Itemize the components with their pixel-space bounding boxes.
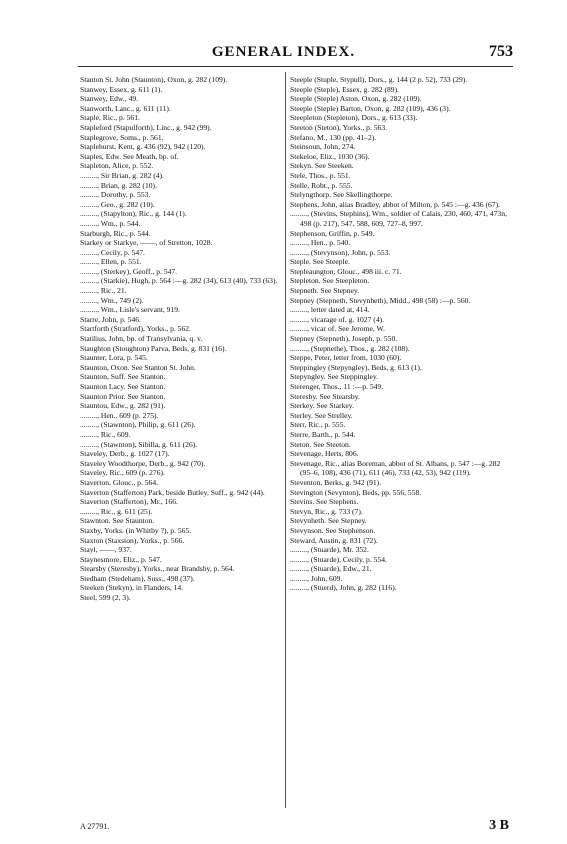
- index-entry: Starburgh, Ric., p. 544.: [80, 228, 151, 238]
- index-entry: Stephenson, Griffin, p. 549.: [290, 228, 375, 238]
- index-entry: ........., vicar of. See Jerome, W.: [290, 324, 385, 334]
- index-entry: Stevynheth. See Stepney.: [290, 516, 367, 526]
- index-entry: Stepyngley. See Steppingley.: [290, 372, 379, 382]
- index-entry: Staverton (Stafferton) Park, beside Butley, Suff., g. 942 (44).: [80, 487, 265, 497]
- index-entry: ........., Geo., g. 282 (10).: [80, 199, 155, 209]
- index-entry: Stearsby (Steresby), Yorks., near Brandsby, p. 564.: [80, 564, 235, 574]
- index-entry: Staxton (Staxston), Yorks., p. 566.: [80, 535, 185, 545]
- page-number: 753: [489, 43, 513, 60]
- index-entry: Stawnton. See Staunton.: [80, 516, 155, 526]
- index-entry: Staunton Prior. See Stanton.: [80, 391, 166, 401]
- index-entry: Steeton (Steton), Yorks., p. 563.: [290, 122, 388, 132]
- index-entry: ........., Dorothy, p. 553.: [80, 190, 151, 200]
- index-entry: Stauntou, Edw., g. 282 (91).: [80, 401, 166, 411]
- index-entry: Steeple (Steple) Barton, Oxon, g. 282 (109), 436 (3).: [290, 103, 451, 113]
- index-entry: Stele, Thos., p. 551.: [290, 170, 351, 180]
- index-entry: Staplegrove, Soms., p. 561.: [80, 132, 164, 142]
- index-entry: ........., vicarage of, g. 1027 (4).: [290, 314, 385, 324]
- index-entry: Steple. See Steeple.: [290, 257, 350, 267]
- index-entry: Staunton Lacy. See Stanton.: [80, 382, 166, 391]
- index-entry: Steppingley (Stepyngley), Beds, g. 613 (1).: [290, 362, 422, 372]
- index-entry: ........., (Stevynson), John, p. 553.: [290, 247, 391, 257]
- index-entry: Stevyn, Ric., g. 733 (7).: [290, 506, 363, 516]
- index-entry: ........., letter dated at, 414.: [290, 305, 370, 315]
- column-divider: [285, 72, 286, 808]
- index-entry: ........., Wm., Lisle's servant, 919.: [80, 305, 180, 315]
- index-entry: Sterr, Ric., p. 555.: [290, 420, 346, 430]
- printer-signature: A 27791.: [80, 822, 110, 831]
- index-entry: Staunton, Suff. See Stanton.: [80, 372, 166, 382]
- index-entry: Stekeloe, Eliz., 1030 (36).: [290, 151, 370, 161]
- index-entry: ........., Hen., 609 (p. 275).: [80, 410, 159, 420]
- index-entry: Stelyngthorp. See Skellingthorpe.: [290, 190, 393, 200]
- index-entry: Stevenage, Ric., alias Boreman, abbot of St. Albans, p. 547 :—g. 282 (95–6, 108), 436 (71), 611 (46), 733 (42, 53), 942 (119).: [290, 458, 501, 478]
- index-entry: Stevynson. See Stephenson.: [290, 525, 376, 535]
- index-entry: Stevington (Sevynton), Beds, pp. 556, 558.: [290, 487, 422, 497]
- index-entry: ........., (Stapylton), Ric., g. 144 (1).: [80, 209, 187, 219]
- index-entry: Staveley, Ric., 609 (p. 276).: [80, 468, 165, 478]
- index-entry: ........., Wm., p. 544.: [80, 218, 141, 228]
- index-entry: Stapleford (Stapulforth), Linc., g. 942 (99).: [80, 122, 212, 132]
- index-entry: Stepney (Stepneth), Joseph, p. 550.: [290, 334, 398, 344]
- index-entry: Stekyn. See Steeken.: [290, 161, 354, 171]
- index-entry: ........., John, 609.: [290, 573, 343, 583]
- index-entry: Staxby, Yorks. (in Whitby ?), p. 565.: [80, 525, 192, 535]
- index-entry: ........., Sir Brian, g. 282 (4).: [80, 170, 164, 180]
- index-entry: Steton. See Steeton.: [290, 439, 351, 449]
- index-entry: Staverton, Glouc., p. 564.: [80, 477, 159, 487]
- right-index-column: [290, 75, 512, 593]
- index-entry: Steeple (Steple), Essex, g. 282 (89).: [290, 84, 400, 94]
- page-title: GENERAL INDEX.: [211, 44, 356, 60]
- index-entry: ........., (Stevins, Stephins), Wm., soldier of Calais, 230, 460, 471, 473n, 498 (p. 217), 547, 588, 609, 727–8, 997.: [290, 209, 507, 228]
- index-entry: Stephens, John, alias Bradley, abbot of Milton, p. 545 :—g. 436 (67).: [290, 199, 500, 209]
- index-entry: Steresby. See Stearsby.: [290, 391, 360, 401]
- index-entry: ........., (Stepnethe), Thos., g. 282 (108).: [290, 343, 410, 353]
- index-entry: Staples, Edw. See Meath, bp. of.: [80, 151, 179, 161]
- index-entry: Sterre, Barth., p. 544.: [290, 429, 356, 439]
- index-entry: ........., (Stawnton), Philip, g. 611 (26).: [80, 420, 196, 430]
- signature-mark: 3 B: [489, 818, 509, 833]
- index-entry: ........., (Stuarde), Mr. 352.: [290, 545, 369, 555]
- index-entry: Statilius, John, bp. of Transylvania, q. v.: [80, 334, 203, 344]
- index-entry: Stanwey, Essex, g. 611 (1).: [80, 84, 163, 94]
- index-entry: Steward, Austin, g. 831 (72).: [290, 535, 378, 545]
- index-entry: Stepney (Stepneth, Stevynheth), Midd., 498 (58) :—p. 560.: [290, 295, 471, 305]
- index-entry: Sterkey. See Starkey.: [290, 401, 354, 411]
- index-entry: ........., (Stuarde), Edw., 21.: [290, 564, 372, 574]
- index-entry: Stanton St. John (Staunton), Oxon, g. 282 (109).: [80, 75, 228, 84]
- index-entry: Startforth (Stratford), Yorks., p. 562.: [80, 324, 191, 334]
- index-entry: Staverton (Stafferton), Mr., 166.: [80, 497, 178, 507]
- index-entry: Staplehurst, Kent, g. 436 (92), 942 (120).: [80, 142, 206, 152]
- index-entry: Staughton (Stoughton) Parva, Beds, g. 831 (16).: [80, 343, 227, 353]
- index-entry: ........., Cecily, p. 547.: [80, 247, 145, 257]
- index-entry: ........., Wm., 749 (2).: [80, 295, 144, 305]
- index-entry: Stedham (Stedeham), Suss., 498 (37).: [80, 573, 195, 583]
- index-entry: Staunton, Oxon. See Stanton St. John.: [80, 362, 196, 372]
- index-entry: ........., Ellen, p. 551.: [80, 257, 142, 267]
- index-entry: Stepleton. See Steepleton.: [290, 276, 370, 286]
- index-entry: Starre, John, p. 546.: [80, 314, 141, 324]
- left-index-column: [80, 75, 280, 603]
- index-entry: Steepleton (Stepleton), Dors., g. 613 (33).: [290, 113, 418, 123]
- index-entry: Stapleton, Alice, p. 552.: [80, 161, 154, 171]
- index-entry: ........., Brian, g. 282 (10).: [80, 180, 157, 190]
- index-entry: Staple, Ric., p. 561.: [80, 113, 140, 123]
- index-entry: ........., (Sterkey), Geoff., p. 547.: [80, 266, 178, 276]
- index-entry: Staveley Woodthorpe, Derb., g. 942 (70).: [80, 458, 206, 468]
- index-entry: Steeple (Stuple, Stypull), Dors., g. 144 (2 p. 52), 733 (29).: [290, 75, 468, 84]
- index-entry: Stepneth. See Stepney.: [290, 286, 360, 296]
- index-entry: Steinsoun, John, 274.: [290, 142, 356, 152]
- index-entry: Steeple (Steple) Aston, Oxon, g. 282 (109).: [290, 94, 422, 104]
- index-entry: Stelle, Robt., p. 555.: [290, 180, 353, 190]
- index-entry: ........., (Stuerd), John, g. 282 (116).: [290, 583, 397, 593]
- index-entry: Sterley. See Strelley.: [290, 410, 353, 420]
- index-entry: Staveley, Derb., g. 1027 (17).: [80, 449, 170, 459]
- index-entry: Stanwey, Edw., 49.: [80, 94, 139, 104]
- index-entry: Staunter, Lora, p. 545.: [80, 353, 148, 363]
- index-entry: Starkey or Starkye, ——, of Stretton, 1028.: [80, 238, 213, 248]
- header-rule: [78, 66, 513, 67]
- index-entry: ........., Ric., 609.: [80, 429, 131, 439]
- index-entry: Steeken (Stekyn), in Flanders, 14.: [80, 583, 184, 593]
- index-entry: ........., (Stuarde), Cecily, p. 554.: [290, 554, 387, 564]
- index-entry: Steventon, Berks, g. 942 (91).: [290, 477, 382, 487]
- index-entry: Steppe, Peter, letter from, 1030 (60).: [290, 353, 402, 363]
- index-entry: ........., Hen., p. 540.: [290, 238, 351, 248]
- index-entry: Stepleaungton, Glouc., 498 iii. c. 71.: [290, 266, 402, 276]
- index-entry: Sterenger, Thos., 11 :—p. 549.: [290, 382, 384, 391]
- index-entry: Stanworth, Lanc., g. 611 (11).: [80, 103, 171, 113]
- index-entry: ........., Ric., g. 611 (25).: [80, 506, 153, 516]
- index-entry: Steel, 599 (2, 3).: [80, 593, 131, 603]
- index-entry: ........., (Starkie), Hugh, p. 564 :—g. 282 (34), 613 (40), 733 (63).: [80, 276, 278, 286]
- index-entry: Stayl, ——, 937.: [80, 545, 132, 555]
- index-entry: ........., Ric., 21.: [80, 286, 127, 296]
- index-entry: Stevins. See Stephens.: [290, 497, 359, 507]
- index-entry: ........., (Stawnton), Sibilla, g. 611 (26).: [80, 439, 198, 449]
- index-entry: Stevenage, Herts, 806.: [290, 449, 359, 459]
- index-entry: Stefano, M., 130 (pp. 41–2).: [290, 132, 377, 142]
- index-entry: Staynesmore, Eliz., p. 547.: [80, 554, 162, 564]
